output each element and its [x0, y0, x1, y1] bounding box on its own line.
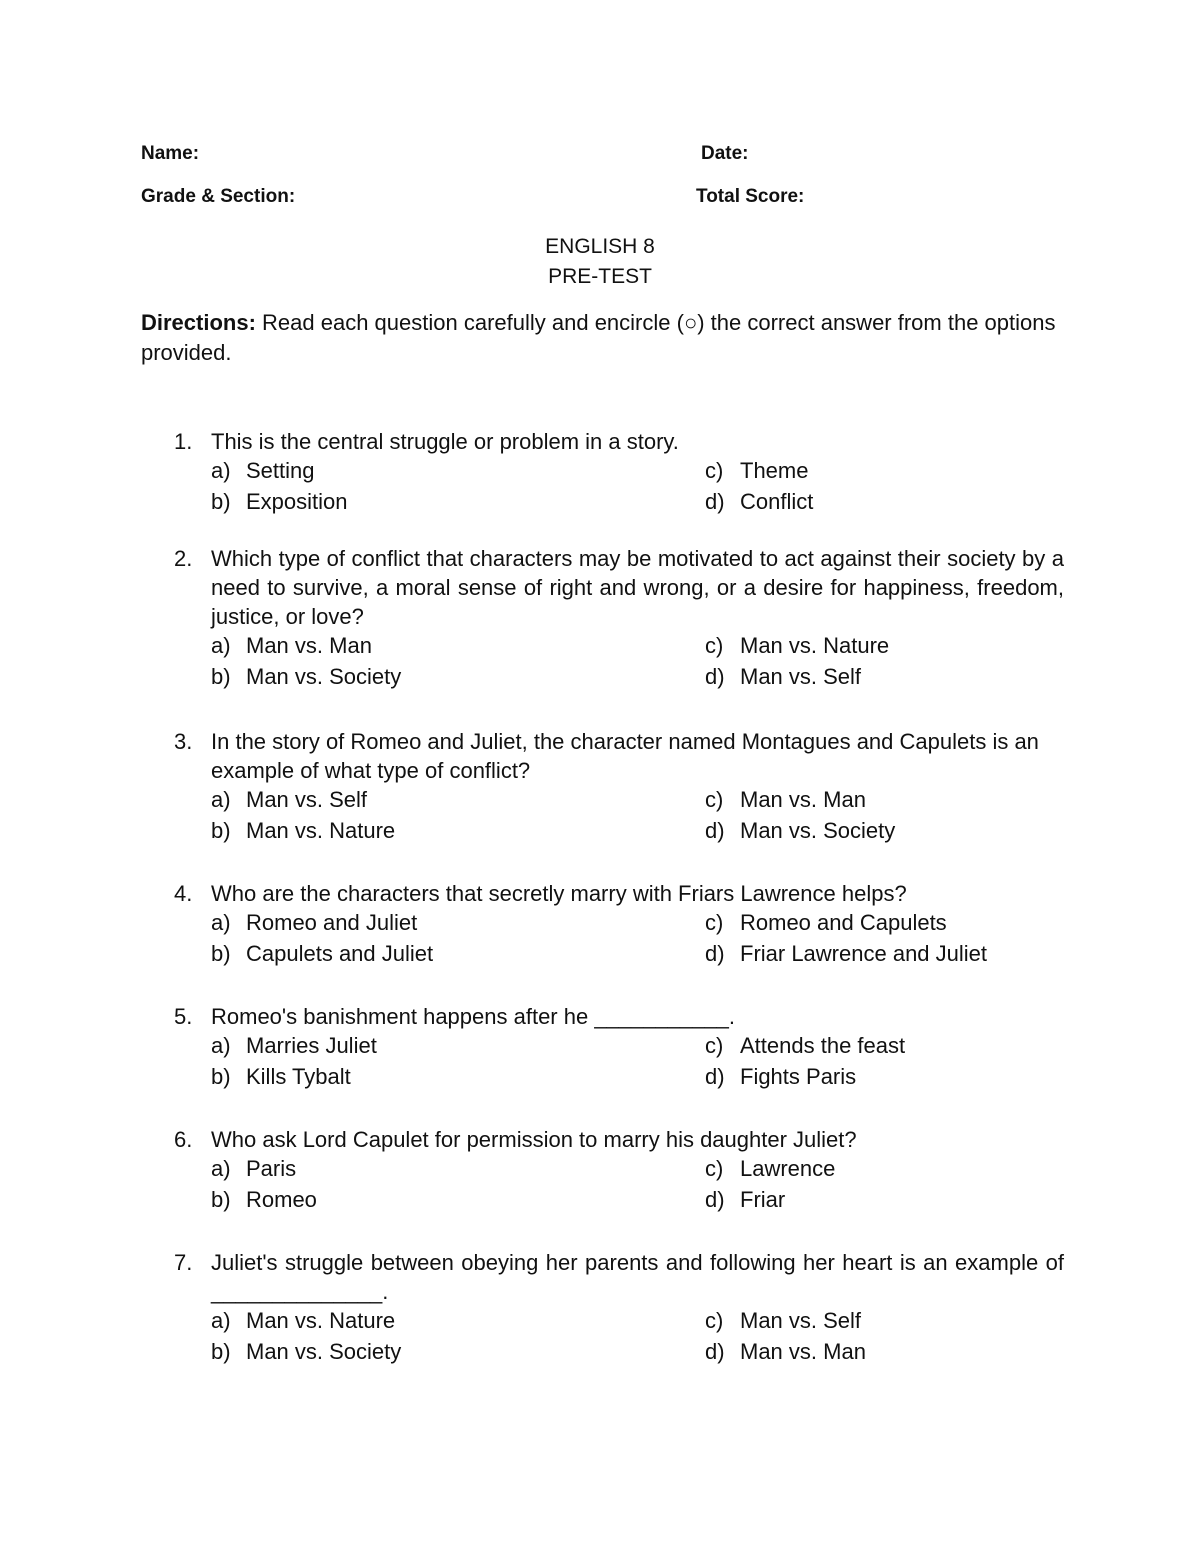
option-b[interactable]: b) Exposition [211, 489, 348, 514]
question-text: Which type of conflict that characters may be motivated to act against their society by a need to survive, a moral sense of right and wrong, or a desire for happiness, freedom, justice, or love? [211, 546, 1064, 629]
directions-label: Directions: [141, 310, 256, 335]
question-number: 6. [174, 1127, 193, 1152]
options [211, 1031, 1064, 1093]
question [174, 427, 1064, 518]
option-d[interactable]: d) Conflict [705, 489, 814, 514]
option-b[interactable]: b) Kills Tybalt [211, 1064, 351, 1089]
question-number: 1. [174, 429, 193, 454]
option-b[interactable]: b) Man vs. Nature [211, 818, 396, 843]
option-a[interactable]: a) Marries Juliet [211, 1033, 377, 1058]
question-text: Who are the characters that secretly marry with Friars Lawrence helps? [211, 881, 907, 906]
question [174, 1125, 1064, 1216]
question-number: 4. [174, 881, 193, 906]
option-a[interactable]: a) Romeo and Juliet [211, 910, 418, 935]
total-score-label: Total Score: [696, 186, 805, 207]
option-c[interactable]: c) Theme [705, 458, 809, 483]
options [211, 1154, 1064, 1216]
name-label: Name: [141, 143, 200, 164]
question [174, 879, 1064, 970]
question-number: 7. [174, 1250, 193, 1275]
option-d[interactable]: d) Man vs. Man [705, 1339, 866, 1364]
grade-section-label: Grade & Section: [141, 186, 296, 207]
question-number: 5. [174, 1004, 193, 1029]
question [174, 1248, 1064, 1368]
option-a[interactable]: a) Man vs. Man [211, 633, 372, 658]
option-c[interactable]: c) Man vs. Nature [705, 633, 890, 658]
option-c[interactable]: c) Man vs. Man [705, 787, 866, 812]
option-d[interactable]: d) Friar Lawrence and Juliet [705, 941, 988, 966]
option-a[interactable]: a) Paris [211, 1156, 297, 1181]
options [211, 456, 1064, 518]
options [211, 908, 1064, 970]
option-a[interactable]: a) Man vs. Self [211, 787, 368, 812]
subject-title: ENGLISH 8 [545, 235, 655, 258]
option-c[interactable]: c) Man vs. Self [705, 1308, 862, 1333]
option-b[interactable]: b) Romeo [211, 1187, 317, 1212]
date-label: Date: [701, 143, 749, 164]
question-text: Romeo's banishment happens after he ___________. [211, 1004, 736, 1029]
option-a[interactable]: a) Setting [211, 458, 315, 483]
question [174, 544, 1064, 693]
option-b[interactable]: b) Man vs. Society [211, 664, 402, 689]
options [211, 1306, 1064, 1368]
directions-text: Read each question carefully and encircle (○) the correct answer from the options provided. [141, 310, 1056, 365]
question-text: Juliet's struggle between obeying her parents and following her heart is an example of ______________. [211, 1250, 1064, 1304]
options [211, 785, 1064, 847]
directions [141, 308, 1061, 368]
option-d[interactable]: d) Friar [705, 1187, 786, 1212]
question-number: 2. [174, 546, 193, 571]
test-title: PRE-TEST [548, 265, 652, 288]
option-a[interactable]: a) Man vs. Nature [211, 1308, 396, 1333]
option-d[interactable]: d) Man vs. Self [705, 664, 862, 689]
question [174, 727, 1064, 847]
question-number: 3. [174, 729, 193, 754]
option-d[interactable]: d) Man vs. Society [705, 818, 896, 843]
question-text: Who ask Lord Capulet for permission to marry his daughter Juliet? [211, 1127, 857, 1152]
option-c[interactable]: c) Romeo and Capulets [705, 910, 947, 935]
option-d[interactable]: d) Fights Paris [705, 1064, 857, 1089]
option-b[interactable]: b) Man vs. Society [211, 1339, 402, 1364]
question-text: This is the central struggle or problem in a story. [211, 429, 679, 454]
options [211, 631, 1064, 693]
option-c[interactable]: c) Attends the feast [705, 1033, 906, 1058]
option-b[interactable]: b) Capulets and Juliet [211, 941, 434, 966]
question-text: In the story of Romeo and Juliet, the character named Montagues and Capulets is an example of what type of conflict? [211, 729, 1039, 783]
question [174, 1002, 1064, 1093]
option-c[interactable]: c) Lawrence [705, 1156, 836, 1181]
